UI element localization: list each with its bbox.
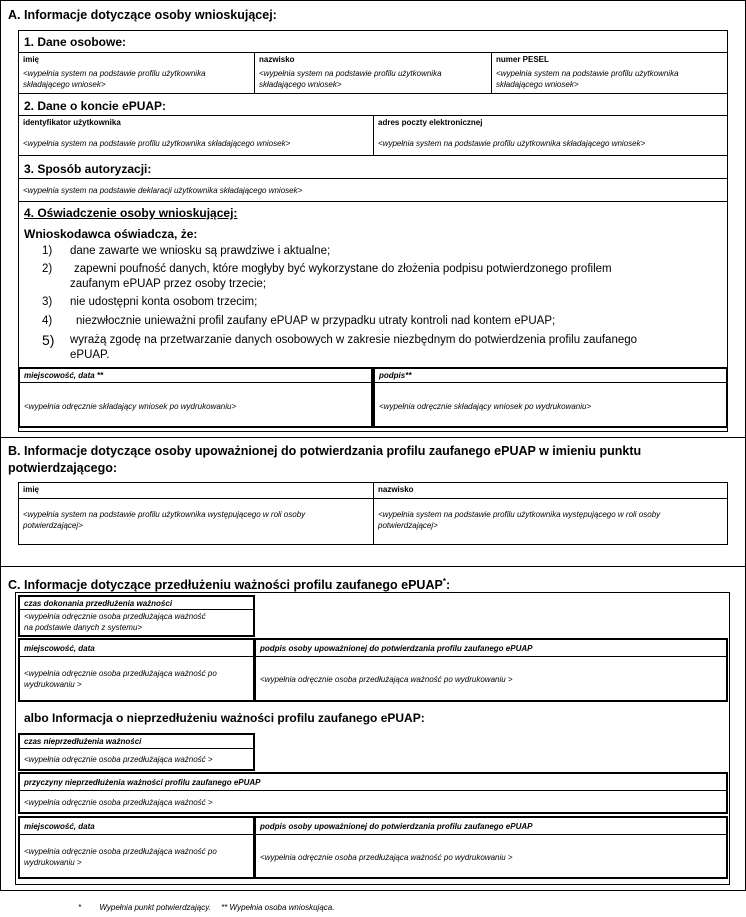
last-name-label: nazwisko: [259, 55, 295, 64]
non-extension-time-divider: [20, 748, 253, 749]
declaration-item-5-line2: ePUAP.: [70, 349, 110, 361]
declaration-item-3: [22, 295, 722, 311]
declaration-item-5-line1: wyrażą zgodę na przetwarzanie danych osobowych w zakresie niezbędnym do potwierdzenia profilu zaufanego: [70, 334, 638, 346]
declaration-item-2-num: 2): [42, 263, 53, 275]
first-name-value: <wypełnia system na podstawie profilu użytkownika składającego wniosek>: [23, 69, 206, 89]
personal-field-first-name[interactable]: [18, 52, 255, 94]
section-c-title-mark: *: [442, 577, 446, 586]
non-extension-title: albo Informacja o nieprzedłużeniu ważności profilu zaufanego ePUAP:: [24, 711, 425, 725]
authorized-last-name-value-line2: potwierdzającej>: [378, 521, 438, 530]
account-field-email[interactable]: [373, 115, 728, 156]
pesel-label: numer PESEL: [496, 55, 549, 64]
footnote-mark: *: [78, 903, 82, 912]
applicant-place-date-divider: [20, 382, 371, 383]
extension-place-date-divider: [20, 656, 253, 657]
applicant-signature-value: <wypełnia odręcznie składający wniosek po wydrukowaniu>: [379, 402, 592, 411]
non-extension-place-date-box[interactable]: [18, 816, 255, 879]
extension-signature-box[interactable]: [254, 638, 728, 702]
non-extension-signature-label: podpis osoby upoważnionej do potwierdzania profilu zaufanego ePUAP: [260, 822, 533, 831]
authorized-first-name-label: imię: [23, 485, 40, 494]
non-extension-place-date-value-line1: <wypełnia odręcznie osoba przedłużająca ważność po: [24, 847, 217, 856]
footnote-text-1: Wypełnia punkt potwierdzający.: [99, 903, 211, 912]
auth-method-value: <wypełnia system na podstawie deklaracji użytkownika składającego wniosek>: [23, 186, 303, 195]
pesel-value: <wypełnia system na podstawie profilu użytkownika składającego wniosek>: [496, 69, 679, 89]
footnote: [78, 903, 334, 912]
non-extension-reason-value: <wypełnia odręcznie osoba przedłużająca ważność >: [24, 798, 213, 807]
applicant-place-date-label: miejscowość, data **: [24, 371, 104, 380]
declaration-item-3-text: nie udostępni konta osobom trzecim;: [70, 296, 258, 308]
declaration-item-2-line1: zapewni poufność danych, które mogłyby być wykorzystane do złożenia podpisu potwierdzonego profilem: [74, 263, 612, 275]
last-name-value: <wypełnia system na podstawie profilu użytkownika składającego wniosek>: [259, 69, 442, 89]
extension-signature-value: <wypełnia odręcznie osoba przedłużająca ważność po wydrukowaniu >: [260, 675, 513, 684]
declaration-item-3-num: 3): [42, 296, 53, 308]
applicant-signature-divider: [375, 382, 726, 383]
section-c-title: [8, 573, 450, 594]
extension-time-value-line2: na podstawie danych z systemu>: [24, 623, 143, 632]
extension-time-label: czas dokonania przedłużenia ważności: [24, 599, 173, 608]
extension-place-date-box[interactable]: [18, 638, 255, 702]
non-extension-signature-box[interactable]: [254, 816, 728, 879]
non-extension-reason-label: przyczyny nieprzedłużenia ważności profilu zaufanego ePUAP: [24, 778, 261, 787]
declaration-item-1-num: 1): [42, 245, 53, 257]
declaration-item-2: [22, 262, 722, 294]
non-extension-signature-value: <wypełnia odręcznie osoba przedłużająca ważność po wydrukowaniu >: [260, 853, 513, 862]
section-b-title-line1: B. Informacje dotyczące osoby upoważnionej do potwierdzania profilu zaufanego ePUAP w imieniu punktu: [8, 444, 642, 458]
auth-method-field[interactable]: [18, 178, 728, 202]
extension-time-divider: [20, 609, 253, 610]
user-id-value: <wypełnia system na podstawie profilu użytkownika składającego wniosek>: [23, 139, 291, 148]
section-c-title-colon: :: [445, 578, 451, 593]
applicant-signature-label: podpis**: [379, 371, 412, 380]
declaration-intro: Wnioskodawca oświadcza, że:: [24, 227, 198, 241]
declaration-item-5: [22, 333, 722, 365]
auth-method-title: 3. Sposób autoryzacji:: [24, 162, 152, 176]
non-extension-reason-box[interactable]: [18, 772, 728, 814]
non-extension-time-box[interactable]: [18, 733, 255, 771]
authorized-last-name-value-line1: <wypełnia system na podstawie profilu użytkownika występującego w roli osoby: [378, 510, 661, 519]
email-label: adres poczty elektronicznej: [378, 118, 483, 127]
extension-place-date-value-line2: wydrukowaniu >: [24, 680, 82, 689]
declaration-item-5-num: 5): [42, 332, 55, 348]
extension-time-value-line1: <wypełnia odręcznie osoba przedłużająca ważność: [24, 612, 206, 621]
personal-data-title: 1. Dane osobowe:: [24, 35, 127, 49]
authorized-last-name-label: nazwisko: [378, 485, 414, 494]
account-data-title: 2. Dane o koncie ePUAP:: [24, 99, 167, 113]
declaration-item-4: [22, 314, 722, 330]
non-extension-reason-divider: [20, 790, 726, 791]
declaration-title: 4. Oświadczenie osoby wnioskującej:: [24, 206, 238, 220]
non-extension-signature-divider: [256, 834, 726, 835]
personal-field-pesel[interactable]: [491, 52, 728, 94]
authorized-last-name-divider: [374, 498, 727, 499]
applicant-signature-box[interactable]: [373, 367, 728, 428]
extension-place-date-label: miejscowość, data: [24, 644, 95, 653]
authorized-first-name-divider: [19, 498, 373, 499]
non-extension-time-label: czas nieprzedłużenia ważności: [24, 737, 142, 746]
email-value: <wypełnia system na podstawie profilu użytkownika składającego wniosek>: [378, 139, 646, 148]
non-extension-place-date-label: miejscowość, data: [24, 822, 95, 831]
account-field-user-id[interactable]: [18, 115, 374, 156]
authorized-last-name-field[interactable]: [373, 482, 728, 545]
non-extension-time-value: <wypełnia odręcznie osoba przedłużająca ważność >: [24, 755, 213, 764]
extension-signature-divider: [256, 656, 726, 657]
extension-place-date-value-line1: <wypełnia odręcznie osoba przedłużająca ważność po: [24, 669, 217, 678]
personal-field-last-name[interactable]: [254, 52, 492, 94]
declaration-item-4-num: 4): [42, 315, 53, 327]
declaration-item-4-text: niezwłocznie unieważni profil zaufany ePUAP w przypadku utraty kontroli nad kontem ePUAP;: [76, 315, 556, 327]
first-name-label: imię: [23, 55, 40, 64]
extension-signature-label: podpis osoby upoważnionej do potwierdzania profilu zaufanego ePUAP: [260, 644, 533, 653]
footnote-text-2: ** Wypełnia osoba wnioskująca.: [221, 903, 335, 912]
declaration-item-1: [22, 244, 722, 260]
applicant-place-date-box[interactable]: [18, 367, 373, 428]
non-extension-place-date-value-line2: wydrukowaniu >: [24, 858, 82, 867]
declaration-item-1-text: dane zawarte we wniosku są prawdziwe i aktualne;: [70, 245, 331, 257]
authorized-first-name-value-line2: potwierdzającej>: [23, 521, 83, 530]
non-extension-place-date-divider: [20, 834, 253, 835]
user-id-label: identyfikator użytkownika: [23, 118, 121, 127]
declaration-item-2-line2: zaufanym ePUAP przez osoby trzecie;: [70, 278, 267, 290]
authorized-first-name-field[interactable]: [18, 482, 374, 545]
section-a-title: A. Informacje dotyczące osoby wnioskującej:: [8, 8, 277, 22]
extension-time-box[interactable]: [18, 595, 255, 637]
applicant-place-date-value: <wypełnia odręcznie składający wniosek po wydrukowaniu>: [24, 402, 237, 411]
section-b-title-line2: potwierdzającego:: [8, 461, 118, 475]
authorized-first-name-value-line1: <wypełnia system na podstawie profilu użytkownika występującego w roli osoby: [23, 510, 306, 519]
section-c-title-text: C. Informacje dotyczące przedłużeniu ważności profilu zaufanego ePUAP: [8, 578, 443, 593]
